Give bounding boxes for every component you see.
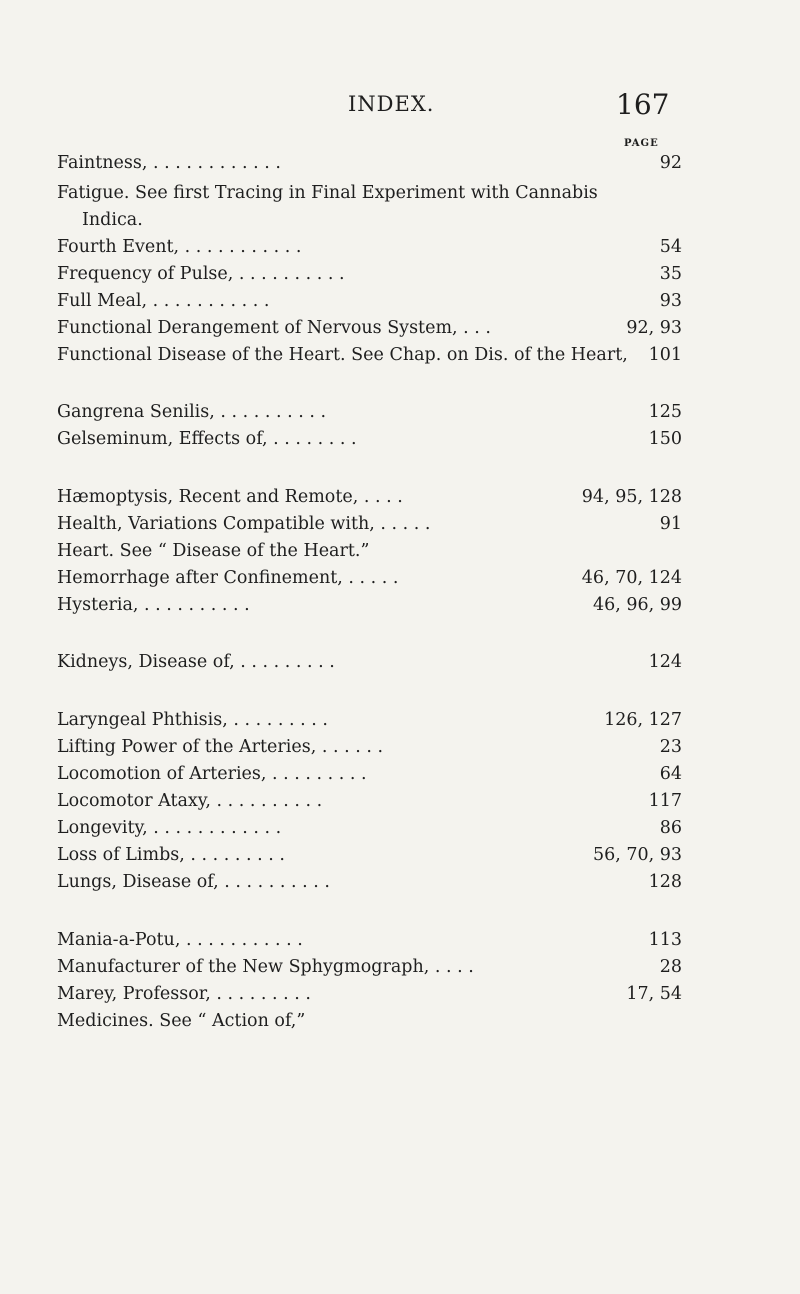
entry-pages: 28 <box>659 957 682 977</box>
entry-pages: 35 <box>659 264 682 284</box>
index-entry <box>57 426 682 452</box>
entry-term: Locomotor Ataxy, . . . . . . . . . . <box>57 791 323 811</box>
entry-term: Loss of Limbs, . . . . . . . . . <box>57 845 285 865</box>
entry-term: Faintness, . . . . . . . . . . . . <box>57 153 281 173</box>
index-entry <box>57 150 682 176</box>
entry-term: Fatigue. See first Tracing in Final Experiment with Cannabis <box>57 183 598 203</box>
entry-term: Frequency of Pulse, . . . . . . . . . . <box>57 264 345 284</box>
index-entry <box>57 707 682 733</box>
index-entry <box>57 954 682 980</box>
entry-term: Hysteria, . . . . . . . . . . <box>57 595 250 615</box>
entry-term: Gelseminum, Effects of, . . . . . . . . <box>57 429 357 449</box>
entry-pages: 117 <box>648 791 682 811</box>
entry-pages: 150 <box>648 429 682 449</box>
entry-pages: 92, 93 <box>626 318 682 338</box>
entry-pages: 91 <box>659 514 682 534</box>
index-entry <box>57 649 682 675</box>
entry-pages: 124 <box>648 652 682 672</box>
index-entry <box>57 734 682 760</box>
entry-term: Health, Variations Compatible with, . . . . . <box>57 514 431 534</box>
entry-pages: 101 <box>648 345 682 365</box>
entry-pages: 46, 96, 99 <box>592 595 682 615</box>
entry-term: Kidneys, Disease of, . . . . . . . . . <box>57 652 335 672</box>
entry-term: Functional Disease of the Heart. See Chap. on Dis. of the Heart, <box>57 345 628 365</box>
index-entry <box>57 484 682 510</box>
index-entry <box>57 981 682 1007</box>
index-entry <box>57 315 682 341</box>
index-entry <box>57 342 682 368</box>
entry-pages: 125 <box>648 402 682 422</box>
index-entry <box>57 234 682 260</box>
index-entry <box>57 761 682 787</box>
entry-term: Marey, Professor, . . . . . . . . . <box>57 984 311 1004</box>
entry-term: Lungs, Disease of, . . . . . . . . . . <box>57 872 330 892</box>
entry-pages: 94, 95, 128 <box>581 487 682 507</box>
entry-term: Fourth Event, . . . . . . . . . . . <box>57 237 302 257</box>
entry-term: Laryngeal Phthisis, . . . . . . . . . <box>57 710 328 730</box>
index-entry <box>57 842 682 868</box>
entry-pages: 128 <box>648 872 682 892</box>
entry-term: Full Meal, . . . . . . . . . . . <box>57 291 270 311</box>
index-entry <box>57 180 682 206</box>
entry-term: Manufacturer of the New Sphygmograph, . . . . <box>57 957 474 977</box>
entry-term: Longevity, . . . . . . . . . . . . <box>57 818 282 838</box>
entry-term: Mania-a-Potu, . . . . . . . . . . . <box>57 930 303 950</box>
entry-pages: 86 <box>659 818 682 838</box>
entry-pages: 56, 70, 93 <box>592 845 682 865</box>
index-entry <box>57 869 682 895</box>
entry-pages: 93 <box>659 291 682 311</box>
entry-pages: 17, 54 <box>626 984 682 1004</box>
entry-pages: 46, 70, 124 <box>581 568 682 588</box>
index-entry <box>57 815 682 841</box>
page-column-label: PAGE <box>624 138 659 149</box>
entry-term: Functional Derangement of Nervous System, . . . <box>57 318 491 338</box>
index-entry <box>57 565 682 591</box>
index-entry <box>57 927 682 953</box>
entry-term: Locomotion of Arteries, . . . . . . . . . <box>57 764 367 784</box>
index-entry <box>57 511 682 537</box>
entry-pages: 23 <box>659 737 682 757</box>
entry-term: Medicines. See “ Action of,” <box>57 1011 306 1031</box>
page-header <box>0 88 800 122</box>
entry-term: Hemorrhage after Confinement, . . . . . <box>57 568 399 588</box>
page-number: 167 <box>616 88 670 121</box>
index-entry <box>57 592 682 618</box>
running-title: INDEX. <box>348 92 435 116</box>
entry-pages: 113 <box>648 930 682 950</box>
entry-pages: 64 <box>659 764 682 784</box>
index-entry <box>57 788 682 814</box>
entry-term: Gangrena Senilis, . . . . . . . . . . <box>57 402 327 422</box>
index-entry <box>57 288 682 314</box>
entry-term: Hæmoptysis, Recent and Remote, . . . . <box>57 487 403 507</box>
entry-pages: 54 <box>659 237 682 257</box>
entry-term: Indica. <box>82 210 143 230</box>
entry-term: Heart. See “ Disease of the Heart.” <box>57 541 370 561</box>
entry-term: Lifting Power of the Arteries, . . . . . . <box>57 737 384 757</box>
index-entry <box>57 1008 682 1034</box>
index-entry-continuation <box>82 207 682 233</box>
entry-pages: 92 <box>659 153 682 173</box>
index-entry <box>57 399 682 425</box>
index-entry <box>57 261 682 287</box>
index-entry <box>57 538 682 564</box>
entry-pages: 126, 127 <box>604 710 682 730</box>
